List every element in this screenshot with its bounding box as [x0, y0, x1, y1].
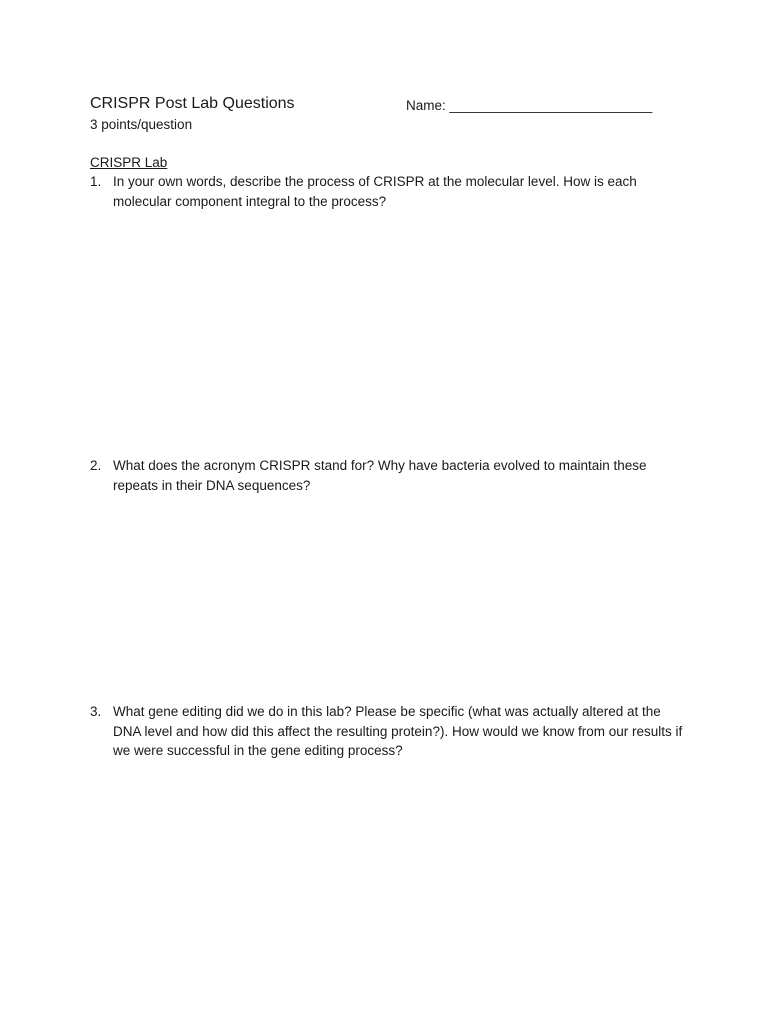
question-number: 2. — [90, 458, 102, 473]
question-item — [90, 456, 690, 495]
question-item — [90, 172, 690, 211]
question-number: 1. — [90, 174, 102, 189]
question-text: What gene editing did we do in this lab? Please be specific (what was actually altered at the DNA level and how did this affect the resulting protein?). How would we know from our results if we were successful in the gene editing process? — [113, 704, 683, 758]
question-text: In your own words, describe the process of CRISPR at the molecular level. How is each molecular component integral to the process? — [113, 174, 637, 209]
question-number: 3. — [90, 704, 102, 719]
question-text: What does the acronym CRISPR stand for? Why have bacteria evolved to maintain these repeats in their DNA sequences? — [113, 458, 647, 493]
points-note: 3 points/question — [90, 117, 193, 132]
page-title: CRISPR Post Lab Questions — [90, 95, 295, 112]
question-item — [90, 702, 690, 761]
name-field-label: Name: ___________________________ — [406, 98, 653, 113]
section-heading: CRISPR Lab — [90, 155, 168, 170]
